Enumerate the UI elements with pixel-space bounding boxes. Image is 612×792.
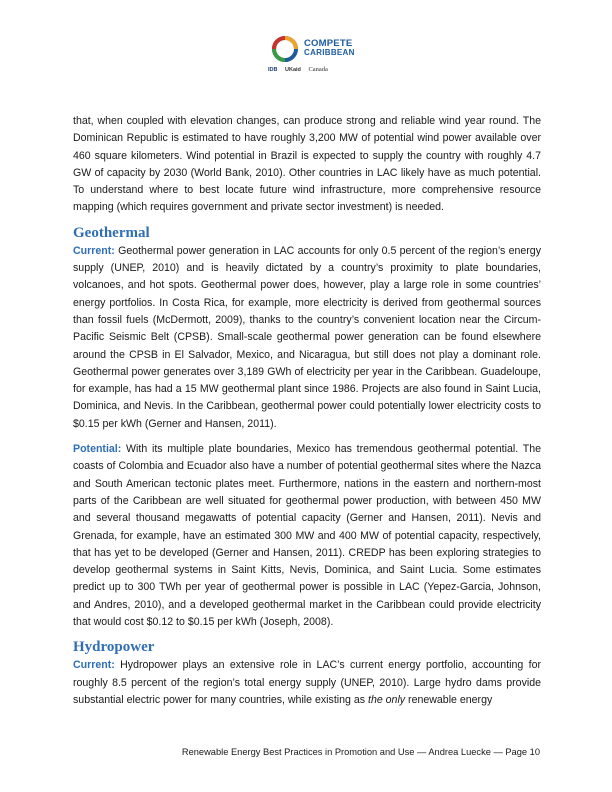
logo-wordmark <box>304 39 355 57</box>
hydropower-heading: Hydropower <box>73 639 155 656</box>
page-footer: Renewable Energy Best Practices in Promotion and Use — Andrea Luecke — Page 10 <box>181 747 540 757</box>
current-label: Current: <box>73 659 115 672</box>
ukaid-logo: UKaid <box>285 67 301 73</box>
compete-caribbean-logo <box>268 30 378 85</box>
hydropower-current-text: Hydropower plays an extensive role in LAC’s current energy portfolio, accounting for roughly 8.5 percent of the region’s total energy supply (UNEP, 2010). Large hydro dams provide substantial electric power for many countries, while existing as <box>73 659 541 706</box>
geothermal-heading: Geothermal <box>73 224 150 241</box>
hydropower-current-paragraph <box>73 657 541 709</box>
geothermal-potential-paragraph <box>73 441 541 631</box>
potential-label: Potential: <box>73 443 122 456</box>
sponsor-logos <box>268 66 334 73</box>
compete-caribbean-emblem-icon <box>272 36 300 62</box>
logo-compete-text: COMPETE <box>304 38 353 49</box>
geothermal-potential-text: With its multiple plate boundaries, Mexico has tremendous geothermal potential. The coasts of Colombia and Ecuador also have a number of potential geothermal sites where the Nazca and South American tectonic plates meet. Furthermore, nations in the eastern and northern-most parts of the Caribbean are well situated for geothermal power production, with between 450 MW and several thousand megawatts of potential capacity (Gerner and Hansen, 2011). Nevis and Grenada, for example, have an estimated 300 MW and 400 MW of potential capacity, respectively, that has yet to be developed (Gerner and Hansen, 2011). CREDP has been exploring strategies to develop geothermal systems in Saint Kitts, Nevis, Dominica, and Saint Lucia. Some estimates predict up to 300 TWh per year of geothermal power is possible in LAC (Yepez-Garcia, Johnson, and Andres, 2010), and a developed geothermal market in the Caribbean could provide electricity that would cost $0.12 to $0.15 per kWh (Joseph, 2008). <box>73 443 541 629</box>
hydropower-emphasis: the only <box>368 693 406 706</box>
current-label: Current: <box>73 244 115 257</box>
idb-logo: IDB <box>268 67 278 73</box>
wind-continuation-paragraph: that, when coupled with elevation changes, can produce strong and reliable wind year round. The Dominican Republic is estimated to have roughly 3,200 MW of potential wind power available over 460 square kilometers. Wind potential in Brazil is expected to supply the country with roughly 4.7 GW of capacity by 2030 (World Bank, 2010). Other countries in LAC likely have as much potential. To understand where to best locate future wind infrastructure, more comprehensive resource mapping (which requires government and private sector investment) is needed. <box>73 115 541 214</box>
geothermal-current-paragraph <box>73 243 541 433</box>
canada-logo: Canada <box>308 66 328 73</box>
page-header <box>0 30 612 85</box>
logo-caribbean-text: CARIBBEAN <box>304 48 355 57</box>
hydropower-current-text-end: renewable energy <box>405 693 493 706</box>
page-content <box>73 113 541 709</box>
geothermal-current-text: Geothermal power generation in LAC accounts for only 0.5 percent of the region’s energy supply (UNEP, 2010) and is heavily dictated by a country’s proximity to plate boundaries, volcanoes, and hot spots. Geothermal power does, however, play a large role in some countries’ energy portfolios. In Costa Rica, for example, more electricity is derived from geothermal sources than fossil fuels (McDermott, 2009), thanks to the country’s convenient location near the Circum-Pacific Seismic Belt (CPSB). Small-scale geothermal power generation can be found elsewhere around the CPSB in El Salvador, Mexico, and Nicaragua, but still does not play a dominant role. Geothermal power generates over 3,189 GWh of electricity per year in the Caribbean. Guadeloupe, for example, has had a 15 MW geothermal plant since 1986. Projects are also found in Saint Lucia, Dominica, and Nevis. In the Caribbean, geothermal power could potentially lower electricity costs to $0.15 per kWh (Gerner and Hansen, 2011). <box>73 244 541 430</box>
